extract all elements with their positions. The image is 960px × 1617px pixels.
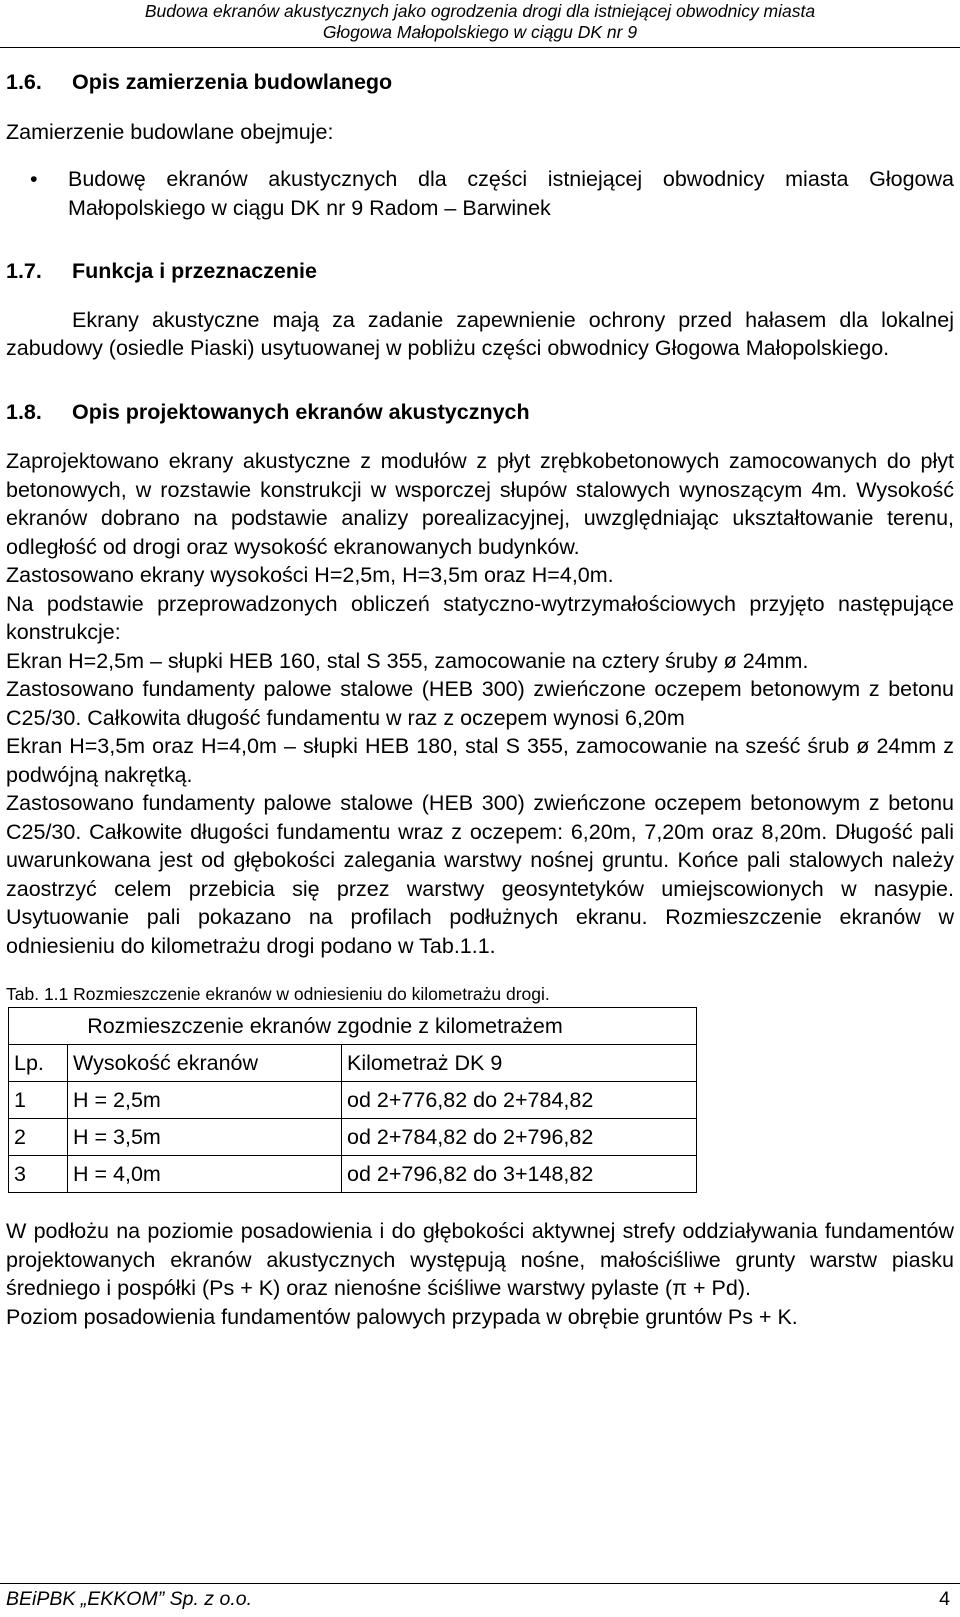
- screen-placement-table: [8, 1007, 697, 1193]
- paragraph: Na podstawie przeprowadzonych obliczeń statyczno-wytrzymałościowych przyjęto następujące konstrukcje:: [6, 591, 954, 644]
- header-title-line-1: Budowa ekranów akustycznych jako ogrodzenia drogi dla istniejącej obwodnicy miasta: [144, 1, 816, 21]
- table-cell: 2: [9, 1119, 68, 1156]
- section-1-8-body: [6, 447, 954, 960]
- table-row: [9, 1082, 697, 1119]
- footer-company: BEiPBK „EKKOM” Sp. z o.o.: [6, 1588, 252, 1610]
- section-title: Funkcja i przeznaczenie: [72, 259, 317, 283]
- table-cell: H = 3,5m: [68, 1119, 342, 1156]
- document-body: [6, 68, 954, 1331]
- table-title: Rozmieszczenie ekranów zgodnie z kilometrażem: [9, 1008, 697, 1045]
- section-title: Opis projektowanych ekranów akustycznych: [72, 399, 530, 424]
- paragraph: Zastosowano fundamenty palowe stalowe (HEB 300) zwieńczone oczepem betonowym z betonu C25/30. Całkowite długości fundamentu wraz z oczepem: 6,20m, 7,20m oraz 8,20m. Długość pali uwarunkowana jest od głębokości zalegania warstwy nośnej gruntu. Końce pali stalowych należy zaostrzyć celem przebicia się przez warstwy geosyntetyków umiejscowionych w nasypie. Usytuowanie pali pokazano na profilach podłużnych ekranu. Rozmieszczenie ekranów w odniesieniu do kilometrażu drogi podano w Tab.1.1.: [6, 791, 954, 958]
- paragraph: Zaprojektowano ekrany akustyczne z modułów z płyt zrębkobetonowych zamocowanych do płyt betonowych, w rozstawie konstrukcji w wsporczej słupów stalowych wynoszącym 4m. Wysokość ekranów dobrano na podstawie analizy porealizacyjnej, uwzględniając ukształtowanie terenu, odległość od drogi oraz wysokość ekranowanych budynków.: [6, 449, 954, 559]
- section-number: 1.6.: [6, 70, 42, 94]
- table-cell: 3: [9, 1156, 68, 1193]
- table-title-row: [9, 1008, 697, 1045]
- column-header-chainage: Kilometraż DK 9: [342, 1045, 697, 1082]
- header-title-line-2: Głogowa Małopolskiego w ciągu DK nr 9: [322, 22, 638, 42]
- paragraph: Ekran H=3,5m oraz H=4,0m – słupki HEB 180, stal S 355, zamocowanie na sześć śrub ø 24mm z podwójną nakrętką.: [6, 734, 954, 787]
- page-header: [0, 0, 960, 43]
- section-heading-1-8: [6, 398, 954, 427]
- section-heading-1-6: [6, 68, 954, 97]
- page-number: 4: [939, 1588, 950, 1610]
- section-number: 1.7.: [6, 259, 42, 283]
- footer-divider: [0, 1583, 960, 1584]
- section-title: Opis zamierzenia budowlanego: [72, 70, 393, 94]
- table-cell: od 2+784,82 do 2+796,82: [342, 1119, 697, 1156]
- column-header-lp: Lp.: [9, 1045, 68, 1082]
- list-item: [6, 165, 954, 222]
- list-item-text: Budowę ekranów akustycznych dla części istniejącej obwodnicy miasta Głogowa Małopolskiego w ciągu DK nr 9 Radom – Barwinek: [68, 167, 954, 220]
- table-header-row: [9, 1045, 697, 1082]
- section-heading-1-7: [6, 257, 954, 286]
- table-cell: od 2+796,82 do 3+148,82: [342, 1156, 697, 1193]
- column-header-height: Wysokość ekranów: [68, 1045, 342, 1082]
- paragraph: W podłożu na poziomie posadowienia i do głębokości aktywnej strefy oddziaływania fundamentów projektowanych ekranów akustycznych występują nośne, małościśliwe grunty warstw piasku średniego i pospółki (Ps + K) oraz nienośne ściśliwe warstwy pylaste (π + Pd).: [6, 1219, 954, 1300]
- section-1-6-intro: Zamierzenie budowlane obejmuje:: [6, 119, 334, 144]
- table-cell: H = 2,5m: [68, 1082, 342, 1119]
- table-row: [9, 1156, 697, 1193]
- paragraph: Zastosowano fundamenty palowe stalowe (HEB 300) zwieńczone oczepem betonowym z betonu C25/30. Całkowita długość fundamentu w raz z oczepem wynosi 6,20m: [6, 677, 954, 730]
- table-cell: od 2+776,82 do 2+784,82: [342, 1082, 697, 1119]
- table-row: [9, 1119, 697, 1156]
- paragraph: Zastosowano ekrany wysokości H=2,5m, H=3,5m oraz H=4,0m.: [6, 563, 614, 587]
- section-number: 1.8.: [6, 399, 42, 424]
- after-table-body: [6, 1217, 954, 1331]
- section-1-7-paragraph: Ekrany akustyczne mają za zadanie zapewnienie ochrony przed hałasem dla lokalnej zabudowy (osiedle Piaski) usytuowanej w pobliżu części obwodnicy Głogowa Małopolskiego.: [6, 307, 954, 360]
- bullet-icon: •: [30, 167, 38, 191]
- table-caption: Tab. 1.1 Rozmieszczenie ekranów w odniesieniu do kilometrażu drogi.: [6, 984, 550, 1004]
- table-cell: 1: [9, 1082, 68, 1119]
- paragraph: Poziom posadowienia fundamentów palowych przypada w obrębie gruntów Ps + K.: [6, 1304, 798, 1329]
- table-cell: H = 4,0m: [68, 1156, 342, 1193]
- paragraph: Ekran H=2,5m – słupki HEB 160, stal S 355, zamocowanie na cztery śruby ø 24mm.: [6, 648, 809, 673]
- header-divider: [0, 47, 960, 48]
- scope-bullet-list: [6, 165, 954, 222]
